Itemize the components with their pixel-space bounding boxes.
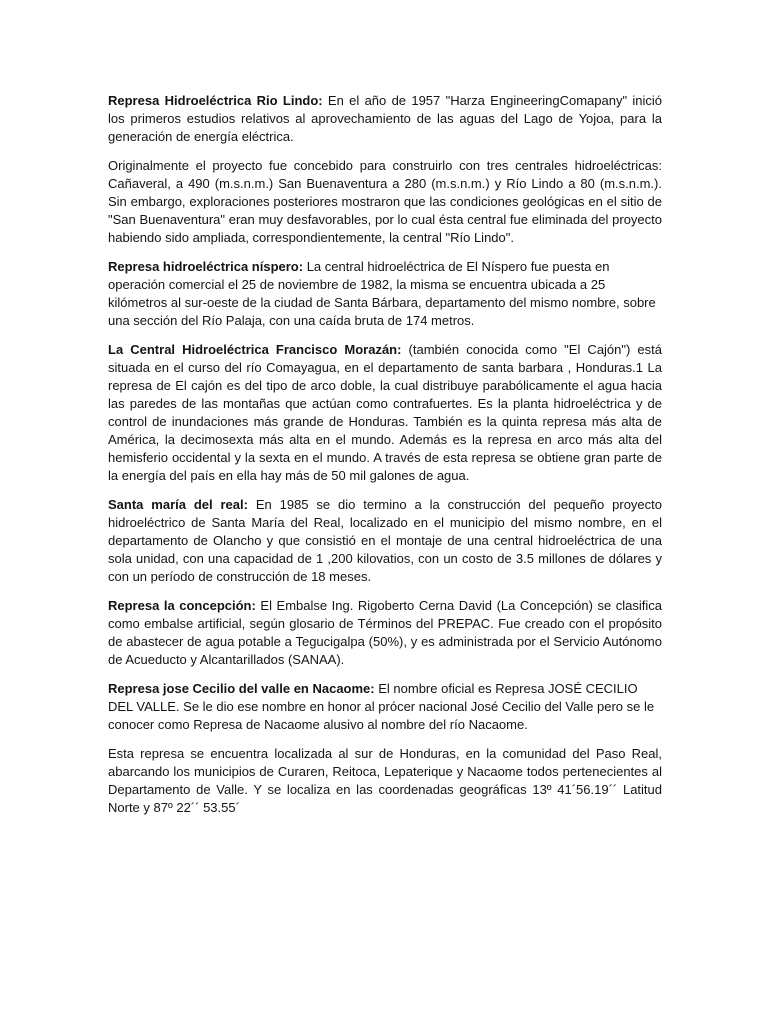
body-santa-maria: En 1985 se dio termino a la construcción del pequeño proyecto hidroeléctrico de Santa María del Real, localizado en el municipio del mismo nombre, en el departamento de Olancho y que consistió en el montaje de una central hidroeléctrica de una sola unidad, con una capacidad de 1 ,200 kilovatios, con un costo de 3.5 millones de dólares y con un período de construcción de 18 meses. <box>108 497 663 584</box>
body-francisco-morazan: (también conocida como "El Cajón") está situada en el curso del río Comayagua, en el departamento de santa barbara , Honduras.1 La represa de El cajón es del tipo de arco doble, la cual distribuye parabólicamente el agua hacia las paredes de las montañas que actúan como contrafuertes. Es la planta hidroeléctrica y de control de inundaciones más grande de Honduras. También es la quinta represa más alta de América, la decimosexta más alta en el mundo. Además es la represa en arco más alta del hemisferio occidental y la sexta en el mundo. A través de esta represa se obtiene gran parte de la energía del país en ella hay más de 50 mil galones de agua. <box>108 342 662 483</box>
body-nacaome: El nombre oficial es Represa JOSÉ CECILIO DEL VALLE. Se le dio ese nombre en honor al prócer nacional José Cecilio del Valle pero se le conocer como Represa de Nacaome alusivo al nombre del río Nacaome. <box>108 681 655 732</box>
heading-rio-lindo: Represa Hidroeléctrica Rio Lindo: <box>108 93 323 108</box>
paragraph-rio-lindo <box>108 92 662 146</box>
body-nispero: La central hidroeléctrica de El Níspero fue puesta en operación comercial el 25 de noviembre de 1982, la misma se encuentra ubicada a 25 kilómetros al sur-oeste de la ciudad de Santa Bárbara, departamento del mismo nombre, sobre una sección del Río Palaja, con una caída bruta de 174 metros. <box>108 259 656 328</box>
heading-santa-maria: Santa maría del real: <box>108 497 248 512</box>
heading-francisco-morazan: La Central Hidroeléctrica Francisco Morazán: <box>108 342 402 357</box>
heading-nispero: Represa hidroeléctrica níspero: <box>108 259 304 274</box>
document-page <box>108 92 662 828</box>
body-rio-lindo: En el año de 1957 "Harza EngineeringComapany" inició los primeros estudios relativos al aprovechamiento de las aguas del Lago de Yojoa, para la generación de energía eléctrica. <box>108 93 662 144</box>
paragraph-nispero <box>108 258 662 330</box>
paragraph-nacaome <box>108 680 662 734</box>
paragraph-nacaome-location <box>108 745 662 817</box>
heading-la-concepcion: Represa la concepción: <box>108 598 256 613</box>
body-la-concepcion: El Embalse Ing. Rigoberto Cerna David (La Concepción) se clasifica como embalse artificial, según glosario de Términos del PREPAC. Fue creado con el propósito de abastecer de agua potable a Tegucigalpa (50%), y es administrada por el Servicio Autónomo de Acueducto y Alcantarillados (SANAA). <box>108 598 662 667</box>
paragraph-francisco-morazan <box>108 341 662 485</box>
body-nacaome-location: Esta represa se encuentra localizada al sur de Honduras, en la comunidad del Paso Real, abarcando los municipios de Curaren, Reitoca, Lepaterique y Nacaome todos pertenecientes al Departamento de Valle. Y se localiza en las coordenadas geográficas 13º 41´56.19´´ Latitud Norte y 87º 22´´ 53.55´ <box>108 746 662 815</box>
paragraph-rio-lindo-project <box>108 157 662 247</box>
body-rio-lindo-project: Originalmente el proyecto fue concebido para construirlo con tres centrales hidroeléctricas: Cañaveral, a 490 (m.s.n.m.) San Buenaventura a 280 (m.s.n.m.) y Río Lindo a 80 (m.s.n.m.). Sin embargo, exploraciones posteriores mostraron que las condiciones geológicas en el sitio de "San Buenaventura" eran muy desfavorables, por lo cual ésta central fue eliminada del proyecto habiendo sido ampliada, correspondientemente, la central "Río Lindo". <box>108 158 662 245</box>
heading-nacaome: Represa jose Cecilio del valle en Nacaome: <box>108 681 375 696</box>
paragraph-santa-maria <box>108 496 662 586</box>
paragraph-la-concepcion <box>108 597 662 669</box>
